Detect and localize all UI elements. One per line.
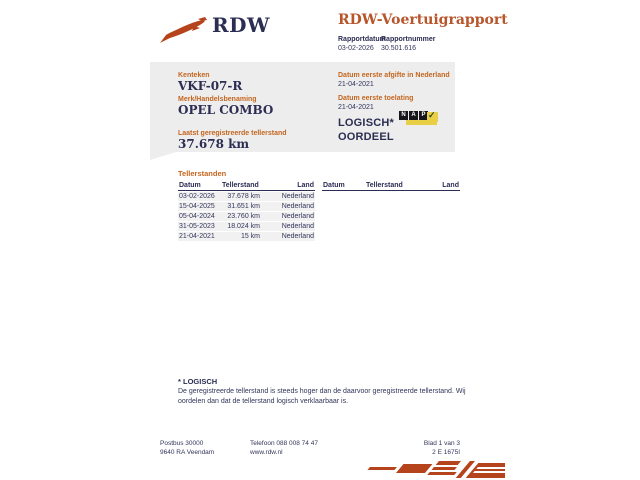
col-header-tellerstand: Tellerstand	[222, 182, 259, 189]
report-date-label: Rapportdatum	[338, 36, 386, 43]
nap-letter-n: N	[399, 111, 408, 120]
cell-datum: 03-02-2026	[179, 193, 215, 200]
rdw-stripe-graphic-icon	[335, 461, 505, 480]
cell-land: Nederland	[281, 193, 314, 200]
table-row	[178, 202, 315, 211]
rdw-bird-icon	[158, 16, 208, 46]
cell-datum: 31-05-2023	[179, 223, 215, 230]
footnote-text: De geregistreerde tellerstand is steeds hoger dan de daarvoor geregistreerde tellerstand. Wij oordelen dan dat de tellerstand logisch verklaarbaar is.	[178, 388, 466, 405]
footnote-title: * LOGISCH	[178, 377, 218, 386]
merk-value: OPEL COMBO	[178, 103, 274, 117]
cell-tellerstand: 18.024 km	[227, 223, 260, 230]
table-row	[178, 232, 315, 241]
oordeel-line1: LOGISCH*	[338, 117, 394, 129]
col-header-tellerstand: Tellerstand	[366, 182, 403, 189]
oordeel-line2: OORDEEL	[338, 131, 394, 143]
nap-letter-a: A	[409, 111, 418, 120]
footer-address-line1: Postbus 30000	[160, 440, 204, 447]
afgifte-label: Datum eerste afgifte in Nederland	[338, 72, 450, 79]
report-number-label: Rapportnummer	[381, 36, 436, 43]
tellerstanden-table-left	[178, 181, 315, 241]
cell-tellerstand: 31.651 km	[227, 203, 260, 210]
page-title: RDW-Voertuigrapport	[338, 12, 508, 28]
kenteken-value: VKF-07-R	[178, 79, 243, 93]
nap-letter-p: P	[419, 111, 428, 120]
laatste-tellerstand-label: Laatst geregistreerde tellerstand	[178, 130, 287, 137]
footer-page-info	[380, 439, 460, 457]
rdw-logo	[158, 16, 208, 46]
cell-land: Nederland	[281, 233, 314, 240]
nap-check-icon: ✓	[428, 110, 436, 120]
table-header-row	[178, 181, 315, 191]
table-row	[178, 222, 315, 231]
table-row	[178, 192, 315, 201]
report-number-value: 30.501.616	[381, 45, 417, 52]
cell-tellerstand: 15 km	[240, 233, 260, 240]
cell-datum: 05-04-2024	[179, 213, 215, 220]
cell-land: Nederland	[281, 223, 314, 230]
table-row	[178, 212, 315, 221]
nap-logo	[399, 111, 441, 129]
footer-address-line2: 9640 RA Veendam	[160, 449, 215, 456]
footer-phone: Telefoon 088 008 74 47	[250, 440, 318, 447]
toelating-label: Datum eerste toelating	[338, 95, 414, 102]
tellerstanden-title: Tellerstanden	[178, 169, 227, 178]
col-header-datum: Datum	[179, 182, 201, 189]
cell-datum: 15-04-2025	[179, 203, 215, 210]
cell-tellerstand: 37.678 km	[227, 193, 260, 200]
cell-land: Nederland	[281, 213, 314, 220]
col-header-datum: Datum	[323, 182, 345, 189]
col-header-land: Land	[297, 182, 314, 189]
footer-contact	[250, 439, 318, 457]
footer-address	[160, 439, 214, 457]
col-header-land: Land	[442, 182, 459, 189]
toelating-value: 21-04-2021	[338, 104, 374, 111]
report-date-value: 03-02-2026	[338, 45, 374, 52]
cell-datum: 21-04-2021	[179, 233, 215, 240]
cell-land: Nederland	[281, 203, 314, 210]
afgifte-value: 21-04-2021	[338, 81, 374, 88]
footer-page-number: Blad 1 van 3	[423, 440, 460, 447]
table-header-row	[322, 181, 460, 191]
footer-decorative-stripes	[335, 461, 505, 480]
cell-tellerstand: 23.760 km	[227, 213, 260, 220]
footer-form-code: 2 E 1675I	[432, 449, 460, 456]
tellerstanden-table-right	[322, 181, 460, 191]
merk-label: Merk/Handelsbenaming	[178, 96, 257, 103]
laatste-tellerstand-value: 37.678 km	[178, 137, 250, 151]
footer-website-link[interactable]: www.rdw.nl	[250, 449, 283, 456]
rdw-wordmark: RDW	[212, 13, 270, 37]
kenteken-label: Kenteken	[178, 72, 210, 79]
